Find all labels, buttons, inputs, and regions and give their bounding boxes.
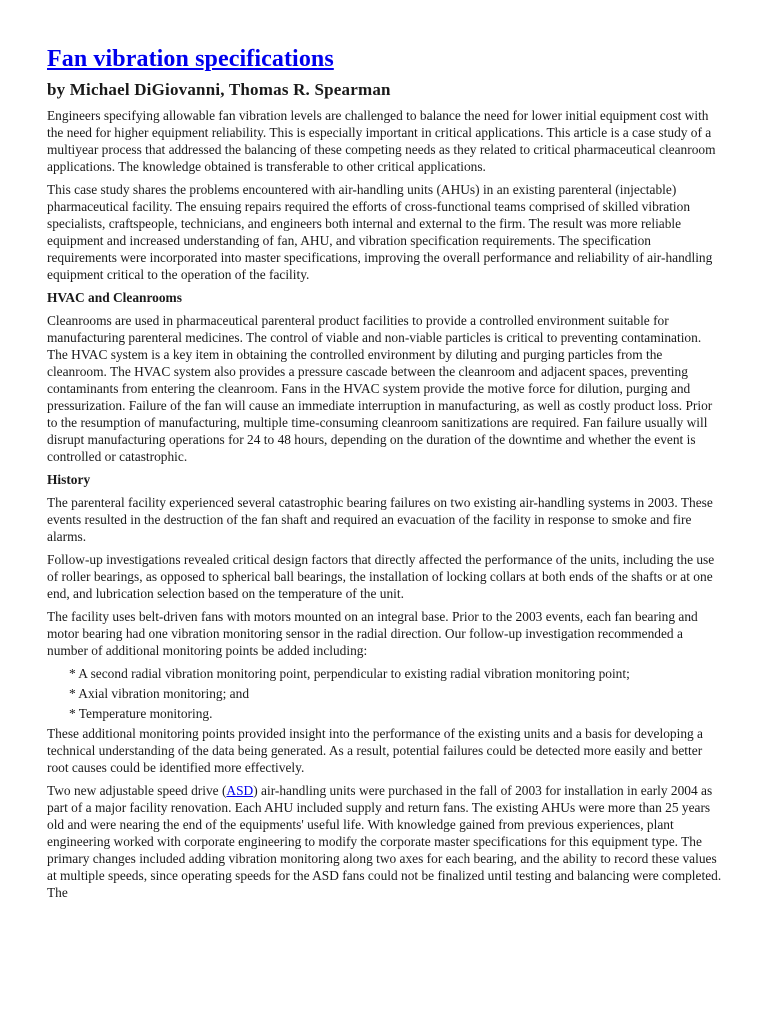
monitoring-points-list [47,665,723,722]
article [47,44,723,907]
history-paragraph-monitoring: The facility uses belt-driven fans with motors mounted on an integral base. Prior to the 2003 events, each fan bearing and motor bearing had one vibration monitoring sensor in the radial direction. Our follow-up investigation recommended a number of additional monitoring points be added including: [47,609,698,658]
list-item: * Axial vibration monitoring; and [69,686,250,701]
article-byline: by Michael DiGiovanni, Thomas R. Spearman [47,80,391,99]
asd-link[interactable]: ASD [226,783,254,798]
article-title-link[interactable]: Fan vibration specifications [47,46,334,72]
cleanrooms-paragraph: Cleanrooms are used in pharmaceutical parenteral product facilities to provide a controlled environment suitable for manufacturing parenteral medicines. The control of viable and non-viable particles is critical to preventing contamination. The HVAC system is a key item in obtaining the controlled environment by diluting and purging particles from the cleanroom. The HVAC system also provides a pressure cascade between the cleanroom and adjacent spaces, preventing contaminants from entering the cleanroom. Fans in the HVAC system provide the motive force for dilution, purging and pressurization. Failure of the fan will cause an immediate interruption in manufacturing, as well as costly product loss. Prior to the resumption of manufacturing, multiple time-consuming cleanroom sanitizations are required. Fan failure usually will disrupt manufacturing operations for 24 to 48 hours, depending on the duration of the downtime and whether the event is controlled or catastrophic. [47,313,713,464]
intro-paragraph: Engineers specifying allowable fan vibration levels are challenged to balance the need for lower initial equipment cost with the need for higher equipment reliability. This is especially important in critical applications. This article is a case study of a multiyear process that addressed the balancing of these competing needs as they related to critical pharmaceutical cleanroom applications. The knowledge obtained is transferable to other critical applications. [47,108,716,174]
list-item: * Temperature monitoring. [69,706,213,721]
monitoring-insight-paragraph: These additional monitoring points provided insight into the performance of the existing units and a basis for developing a technical understanding of the data being generated. As a result, potential failures could be detected more easily and better root causes could be identified more effectively. [47,726,704,775]
section-heading-hvac: HVAC and Cleanrooms [47,290,182,305]
case-study-paragraph: This case study shares the problems encountered with air-handling units (AHUs) in an existing parenteral (injectable) pharmaceutical facility. The ensuing repairs required the efforts of cross-functional teams comprised of skilled vibration specialists, craftspeople, technicians, and engineers both internal and external to the firm. The result was more reliable equipment and increased understanding of fan, AHU, and vibration specification requirements. The specification requirements were incorporated into master specifications, improving the overall performance and reliability of air-handling equipment critical to the operation of the facility. [47,182,713,282]
history-paragraph-investigations: Follow-up investigations revealed critical design factors that directly affected the performance of the units, including the use of roller bearings, as opposed to spherical ball bearings, the installation of locking collars at both ends of the shafts or at one end, and lubrication selection based on the temperature of the unit. [47,552,715,601]
asd-paragraph [47,782,723,901]
history-paragraph-failures: The parenteral facility experienced several catastrophic bearing failures on two existing air-handling systems in 2003. These events resulted in the destruction of the fan shaft and required an evacuation of the facility in response to smoke and fire alarms. [47,495,713,544]
list-item: * A second radial vibration monitoring point, perpendicular to existing radial vibration monitoring point; [69,666,630,681]
asd-paragraph-body: ) air-handling units were purchased in the fall of 2003 for installation in early 2004 as part of a major facility renovation. Each AHU included supply and return fans. The existing AHUs were more than 25 years old and were nearing the end of the equipments' useful life. With knowledge gained from previous experiences, plant engineering worked with corporate engineering to modify the corporate master specifications for this equipment type. The primary changes included adding vibration monitoring along two axes for each bearing, and the ability to record these values at multiple speeds, since operating speeds for the ASD fans could not be finalized until testing and balancing were completed. The [47,783,722,900]
section-heading-history: History [47,472,91,487]
asd-paragraph-lead: Two new adjustable speed drive ( [47,783,227,798]
